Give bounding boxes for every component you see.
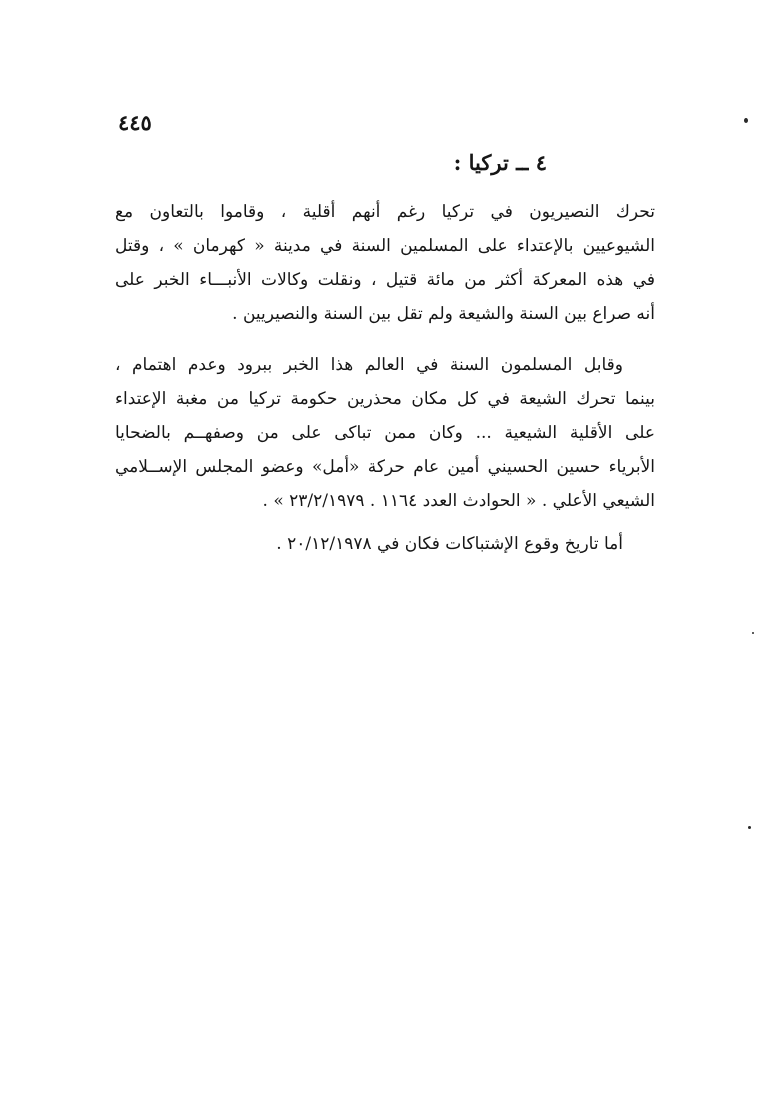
scan-speck — [748, 826, 751, 829]
paragraph-line: تحرك النصيريون في تركيا رغم أنهم أقلية ، وقاموا بالتعاون مع — [115, 202, 655, 222]
paragraph-line: أما تاريخ وقوع الإشتباكات فكان في ٢٠/١٢/١٩٧٨ . — [276, 534, 623, 554]
section-heading: ٤ ــ تركيا : — [453, 150, 547, 175]
paragraph-line: على الأقلية الشيعية ... وكان ممن تباكى على من وصفهــم بالضحايا — [115, 423, 655, 443]
scan-speck — [744, 118, 748, 123]
paragraph-line: وقابل المسلمون السنة في العالم هذا الخبر ببرود وعدم اهتمام ، — [115, 355, 623, 375]
scan-speck — [752, 632, 754, 634]
paragraph-1 — [115, 195, 655, 331]
paragraph-3 — [115, 527, 655, 561]
paragraph-line: الشيعي الأعلي . « الحوادث العدد ١١٦٤ . ٢٣/٢/١٩٧٩ » . — [262, 491, 655, 511]
paragraph-line: الشيوعيين بالإعتداء على المسلمين السنة في مدينة « كهرمان » ، وقتل — [115, 236, 655, 256]
paragraph-2 — [115, 348, 655, 518]
paragraph-line: بينما تحرك الشيعة في كل مكان محذرين حكومة تركيا من مغبة الإعتداء — [115, 389, 655, 409]
page-number: ٤٤٥ — [118, 110, 152, 135]
paragraph-line: أنه صراع بين السنة والشيعة ولم تقل بين السنة والنصيريين . — [232, 304, 655, 324]
paragraph-line: في هذه المعركة أكثر من مائة قتيل ، ونقلت وكالات الأنبـــاء الخبر على — [115, 270, 655, 290]
paragraph-line: الأبرياء حسين الحسيني أمين عام حركة «أمل» وعضو المجلس الإســلامي — [115, 457, 655, 477]
